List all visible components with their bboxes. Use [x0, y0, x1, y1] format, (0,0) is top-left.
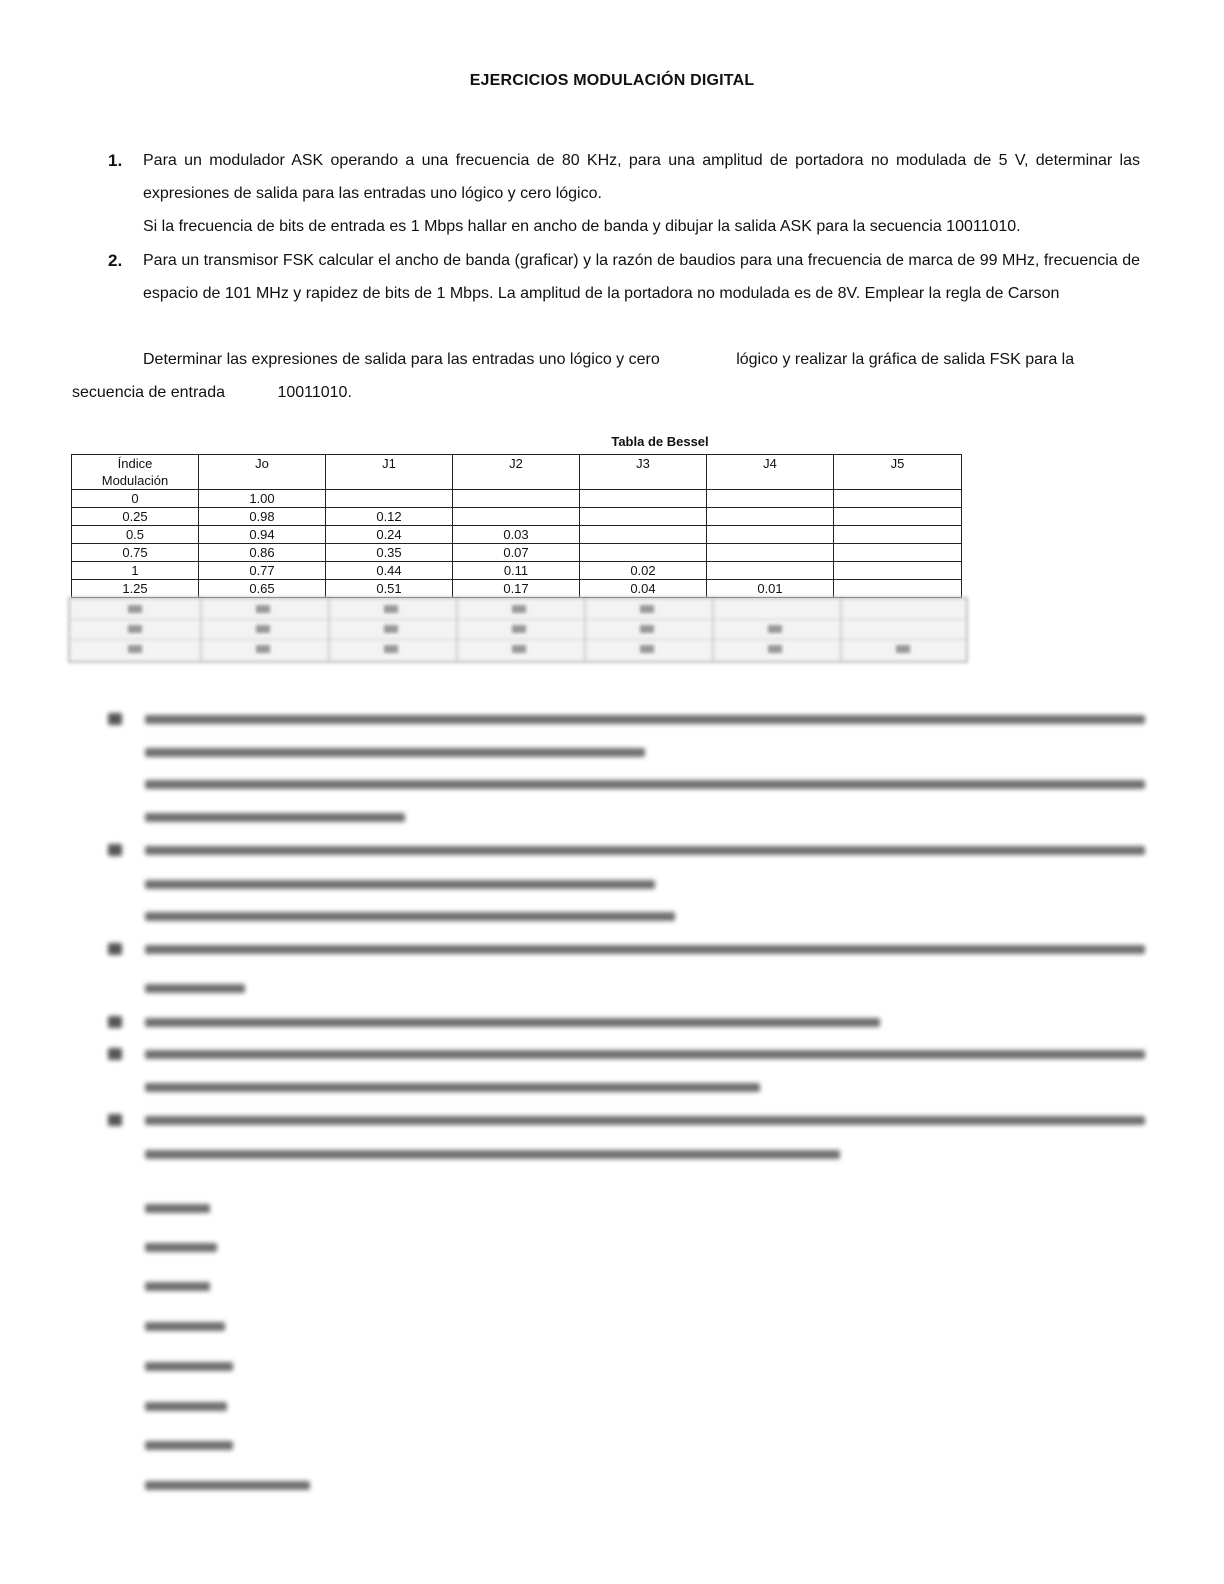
- blurred-item-number: [108, 844, 122, 856]
- table-cell: 0.02: [580, 562, 707, 580]
- blurred-cell: [384, 645, 398, 653]
- table-cell: [834, 562, 962, 580]
- exercise-1: [108, 144, 1140, 243]
- header-cell: J1: [326, 455, 453, 490]
- blurred-row-line: [70, 619, 966, 620]
- blurred-col-line: [840, 599, 842, 661]
- table-cell: 0.94: [199, 526, 326, 544]
- blurred-text-line: [145, 1322, 225, 1331]
- bessel-table-header: [72, 455, 962, 490]
- blurred-text-line: [145, 1204, 210, 1213]
- blurred-col-line: [328, 599, 330, 661]
- blurred-item-number: [108, 1048, 122, 1060]
- blurred-text-line: [145, 813, 405, 822]
- blurred-text-line: [145, 1018, 880, 1027]
- blurred-item-number: [108, 713, 122, 725]
- table-cell: 0.98: [199, 508, 326, 526]
- header-cell: J4: [707, 455, 834, 490]
- instructions-part-2: lógico y realizar la gráfica de salida FSK para la: [736, 351, 1075, 368]
- blurred-item-number: [108, 1016, 122, 1028]
- blurred-text-line: [145, 780, 1145, 789]
- blurred-table-rows: [68, 597, 968, 663]
- table-row: [72, 562, 962, 580]
- table-cell: [707, 544, 834, 562]
- table-row: [72, 508, 962, 526]
- blurred-cell: [512, 625, 526, 633]
- blurred-cell: [384, 625, 398, 633]
- header-index-line-2: Modulación: [101, 473, 169, 488]
- exercise-1-text-2: Si la frecuencia de bits de entrada es 1 Mbps hallar en ancho de banda y dibujar la salida ASK para la secuencia 10011010.: [143, 218, 1021, 235]
- blurred-text-line: [145, 1481, 310, 1490]
- blurred-col-line: [712, 599, 714, 661]
- blurred-text-line: [145, 748, 645, 757]
- blurred-col-line: [456, 599, 458, 661]
- header-cell: J2: [453, 455, 580, 490]
- page-title: EJERCICIOS MODULACIÓN DIGITAL: [469, 72, 755, 89]
- table-cell: 0.75: [72, 544, 199, 562]
- blurred-cell: [640, 605, 654, 613]
- table-cell: 0.07: [453, 544, 580, 562]
- table-cell: 0.04: [580, 580, 707, 598]
- header-index-line-1: Índice: [117, 456, 153, 471]
- table-cell: 0.65: [199, 580, 326, 598]
- table-cell: 0.5: [72, 526, 199, 544]
- table-cell: [580, 526, 707, 544]
- blurred-item-number: [108, 1114, 122, 1126]
- blurred-text-line: [145, 1362, 233, 1371]
- table-cell: [834, 544, 962, 562]
- blurred-cell: [128, 605, 142, 613]
- table-cell: [580, 544, 707, 562]
- table-cell: 0.11: [453, 562, 580, 580]
- blurred-cell: [512, 605, 526, 613]
- table-cell: [707, 526, 834, 544]
- exercise-2-text: Para un transmisor FSK calcular el ancho de banda (graficar) y la razón de baudios para una frecuencia de marca de 99 MHz, frecuencia de espacio de 101 MHz y rapidez de bits de 1 Mbps. La amplitud de la portadora no modulada es de 8V. Emplear la regla de Carson: [143, 252, 1140, 302]
- bessel-table: [71, 454, 962, 598]
- blurred-text-line: [145, 1050, 1145, 1059]
- instructions-part-3: secuencia de entrada: [72, 384, 225, 401]
- blurred-text-line: [145, 1441, 233, 1450]
- blurred-cell: [768, 645, 782, 653]
- table-cell: 1: [72, 562, 199, 580]
- header-cell: J5: [834, 455, 962, 490]
- blurred-item-number: [108, 943, 122, 955]
- blurred-cell: [128, 645, 142, 653]
- header-cell: J3: [580, 455, 707, 490]
- table-cell: [707, 508, 834, 526]
- exercise-2-number: 2.: [108, 251, 123, 270]
- blurred-cell: [512, 645, 526, 653]
- table-row: [72, 526, 962, 544]
- table-cell: 0: [72, 490, 199, 508]
- blurred-text-line: [145, 880, 655, 889]
- blurred-text-line: [145, 715, 1145, 724]
- table-row: [72, 490, 962, 508]
- exercise-2: [108, 244, 1140, 310]
- table-cell: [580, 508, 707, 526]
- table-cell: 0.01: [707, 580, 834, 598]
- table-cell: 0.77: [199, 562, 326, 580]
- blurred-text-line: [145, 1402, 227, 1411]
- blurred-text-line: [145, 846, 1145, 855]
- blurred-text-line: [145, 945, 1145, 954]
- table-row: [72, 544, 962, 562]
- table-cell: 1.25: [72, 580, 199, 598]
- table-cell: [453, 508, 580, 526]
- table-row: [72, 580, 962, 598]
- blurred-text-line: [145, 1083, 760, 1092]
- header-index: [72, 455, 199, 490]
- header-cell: Jo: [199, 455, 326, 490]
- table-cell: 0.24: [326, 526, 453, 544]
- blurred-text-line: [145, 1116, 1145, 1125]
- table-cell: 0.03: [453, 526, 580, 544]
- blurred-cell: [384, 605, 398, 613]
- table-cell: 0.25: [72, 508, 199, 526]
- exercise-2-instructions: [72, 343, 1140, 409]
- table-cell: 0.51: [326, 580, 453, 598]
- table-cell: 0.17: [453, 580, 580, 598]
- table-cell: [834, 508, 962, 526]
- blurred-cell: [256, 645, 270, 653]
- table-cell: 0.12: [326, 508, 453, 526]
- blurred-cell: [128, 625, 142, 633]
- table-cell: [834, 580, 962, 598]
- bessel-table-title: Tabla de Bessel: [611, 434, 709, 449]
- table-cell: [834, 526, 962, 544]
- instructions-part-1: Determinar las expresiones de salida para las entradas uno lógico y cero: [143, 351, 660, 368]
- table-cell: 0.35: [326, 544, 453, 562]
- exercise-1-text: Para un modulador ASK operando a una frecuencia de 80 KHz, para una amplitud de portadora no modulada de 5 V, determinar las expresiones de salida para las entradas uno lógico y cero lógico.: [143, 152, 1140, 202]
- blurred-text-line: [145, 912, 675, 921]
- blurred-cell: [640, 645, 654, 653]
- blurred-text-line: [145, 1150, 840, 1159]
- table-cell: 0.44: [326, 562, 453, 580]
- blurred-text-line: [145, 1243, 217, 1252]
- blurred-row-line: [70, 639, 966, 640]
- table-cell: [326, 490, 453, 508]
- table-cell: [707, 490, 834, 508]
- table-cell: 0.86: [199, 544, 326, 562]
- instructions-part-4: 10011010.: [277, 384, 352, 401]
- blurred-text-line: [145, 984, 245, 993]
- blurred-cell: [768, 625, 782, 633]
- blurred-cell: [640, 625, 654, 633]
- table-cell: [580, 490, 707, 508]
- blurred-col-line: [584, 599, 586, 661]
- table-cell: [453, 490, 580, 508]
- blurred-cell: [256, 605, 270, 613]
- table-cell: 1.00: [199, 490, 326, 508]
- table-cell: [834, 490, 962, 508]
- blurred-text-line: [145, 1282, 210, 1291]
- blurred-col-line: [200, 599, 202, 661]
- exercise-1-number: 1.: [108, 151, 123, 170]
- blurred-cell: [896, 645, 910, 653]
- table-cell: [707, 562, 834, 580]
- blurred-cell: [256, 625, 270, 633]
